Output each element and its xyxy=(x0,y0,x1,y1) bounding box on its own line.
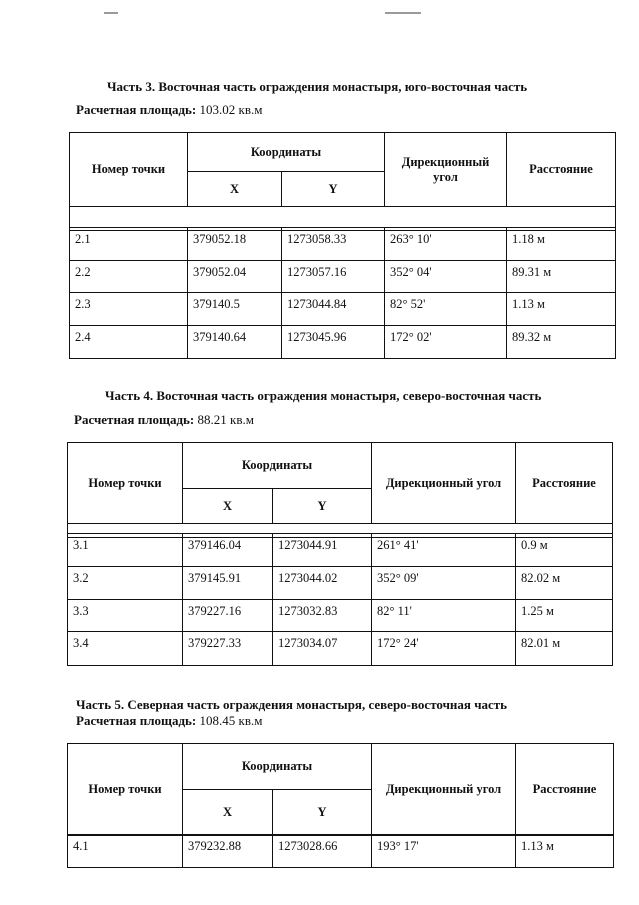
cell-point: 3.3 xyxy=(68,600,183,632)
cell-x: 379146.04 xyxy=(183,534,273,567)
header-coordinates: Координаты xyxy=(183,443,372,489)
cell-x: 379140.64 xyxy=(188,326,282,359)
cell-angle: 172° 02' xyxy=(385,326,507,359)
cell-distance: 0.9 м xyxy=(516,534,613,567)
table-row xyxy=(68,835,614,868)
cell-distance: 1.25 м xyxy=(516,600,613,632)
cell-x: 379232.88 xyxy=(183,835,273,868)
header-direction-angle: Дирекционный угол xyxy=(372,443,516,524)
cell-distance: 1.18 м xyxy=(507,228,616,261)
cell-point: 2.4 xyxy=(70,326,188,359)
cell-y: 1273045.96 xyxy=(282,326,385,359)
coordinates-table xyxy=(69,132,616,231)
header-y: Y xyxy=(273,489,372,524)
header-direction-angle: Дирекционный угол xyxy=(372,744,516,836)
coordinates-table xyxy=(67,442,613,538)
section-title: Часть 3. Восточная часть ограждения монастыря, юго-восточная часть xyxy=(107,79,528,94)
cell-distance: 89.31 м xyxy=(507,261,616,293)
header-distance: Расстояние xyxy=(516,443,613,524)
cell-x: 379140.5 xyxy=(188,293,282,326)
cell-angle: 172° 24' xyxy=(372,632,516,666)
scan-artifact-right xyxy=(385,12,421,14)
area-value: 108.45 кв.м xyxy=(199,713,263,728)
header-point-number: Номер точки xyxy=(68,744,183,836)
cell-y: 1273028.66 xyxy=(273,835,372,868)
cell-distance: 1.13 м xyxy=(507,293,616,326)
table-row xyxy=(68,567,613,600)
cell-x: 379145.91 xyxy=(183,567,273,600)
cell-angle: 193° 17' xyxy=(372,835,516,868)
area-value: 88.21 кв.м xyxy=(197,412,254,427)
table-row xyxy=(70,261,616,293)
section-title: Часть 5. Северная часть ограждения монастыря, северо-восточная часть xyxy=(76,697,508,712)
coordinates-table xyxy=(67,743,614,836)
area-label: Расчетная площадь: xyxy=(76,713,197,728)
calculated-area xyxy=(76,102,262,118)
cell-distance: 89.32 м xyxy=(507,326,616,359)
section-title: Часть 4. Восточная часть ограждения монастыря, северо-восточная часть xyxy=(105,388,542,403)
calculated-area xyxy=(74,412,254,428)
scan-artifact-left xyxy=(104,12,118,14)
cell-y: 1273057.16 xyxy=(282,261,385,293)
cell-point: 2.3 xyxy=(70,293,188,326)
header-distance: Расстояние xyxy=(516,744,614,836)
cell-y: 1273044.91 xyxy=(273,534,372,567)
header-coordinates: Координаты xyxy=(188,133,385,172)
table-row xyxy=(68,534,613,567)
header-y: Y xyxy=(273,790,372,836)
table-row xyxy=(68,600,613,632)
table-row xyxy=(70,293,616,326)
header-distance: Расстояние xyxy=(507,133,616,207)
cell-y: 1273034.07 xyxy=(273,632,372,666)
cell-distance: 82.01 м xyxy=(516,632,613,666)
cell-x: 379052.18 xyxy=(188,228,282,261)
cell-y: 1273032.83 xyxy=(273,600,372,632)
cell-distance: 82.02 м xyxy=(516,567,613,600)
coordinates-table-rows xyxy=(69,227,616,359)
header-coordinates: Координаты xyxy=(183,744,372,790)
cell-y: 1273058.33 xyxy=(282,228,385,261)
cell-angle: 263° 10' xyxy=(385,228,507,261)
header-x: X xyxy=(188,172,282,207)
header-y: Y xyxy=(282,172,385,207)
header-point-number: Номер точки xyxy=(70,133,188,207)
table-row xyxy=(70,228,616,261)
calculated-area xyxy=(76,713,262,729)
cell-x: 379052.04 xyxy=(188,261,282,293)
header-x: X xyxy=(183,489,273,524)
cell-point: 3.2 xyxy=(68,567,183,600)
cell-angle: 261° 41' xyxy=(372,534,516,567)
area-label: Расчетная площадь: xyxy=(74,412,195,427)
header-x: X xyxy=(183,790,273,836)
cell-point: 3.4 xyxy=(68,632,183,666)
cell-y: 1273044.02 xyxy=(273,567,372,600)
cell-point: 4.1 xyxy=(68,835,183,868)
header-direction-angle: Дирекционный угол xyxy=(385,133,507,207)
cell-angle: 352° 04' xyxy=(385,261,507,293)
cell-angle: 82° 52' xyxy=(385,293,507,326)
coordinates-table-rows xyxy=(67,834,614,868)
table-row xyxy=(68,632,613,666)
area-value: 103.02 кв.м xyxy=(199,102,263,117)
table-row xyxy=(70,326,616,359)
cell-angle: 352° 09' xyxy=(372,567,516,600)
area-label: Расчетная площадь: xyxy=(76,102,197,117)
cell-point: 2.1 xyxy=(70,228,188,261)
cell-x: 379227.16 xyxy=(183,600,273,632)
cell-x: 379227.33 xyxy=(183,632,273,666)
header-point-number: Номер точки xyxy=(68,443,183,524)
cell-point: 3.1 xyxy=(68,534,183,567)
cell-y: 1273044.84 xyxy=(282,293,385,326)
cell-angle: 82° 11' xyxy=(372,600,516,632)
coordinates-table-rows xyxy=(67,533,613,666)
cell-distance: 1.13 м xyxy=(516,835,614,868)
cell-point: 2.2 xyxy=(70,261,188,293)
